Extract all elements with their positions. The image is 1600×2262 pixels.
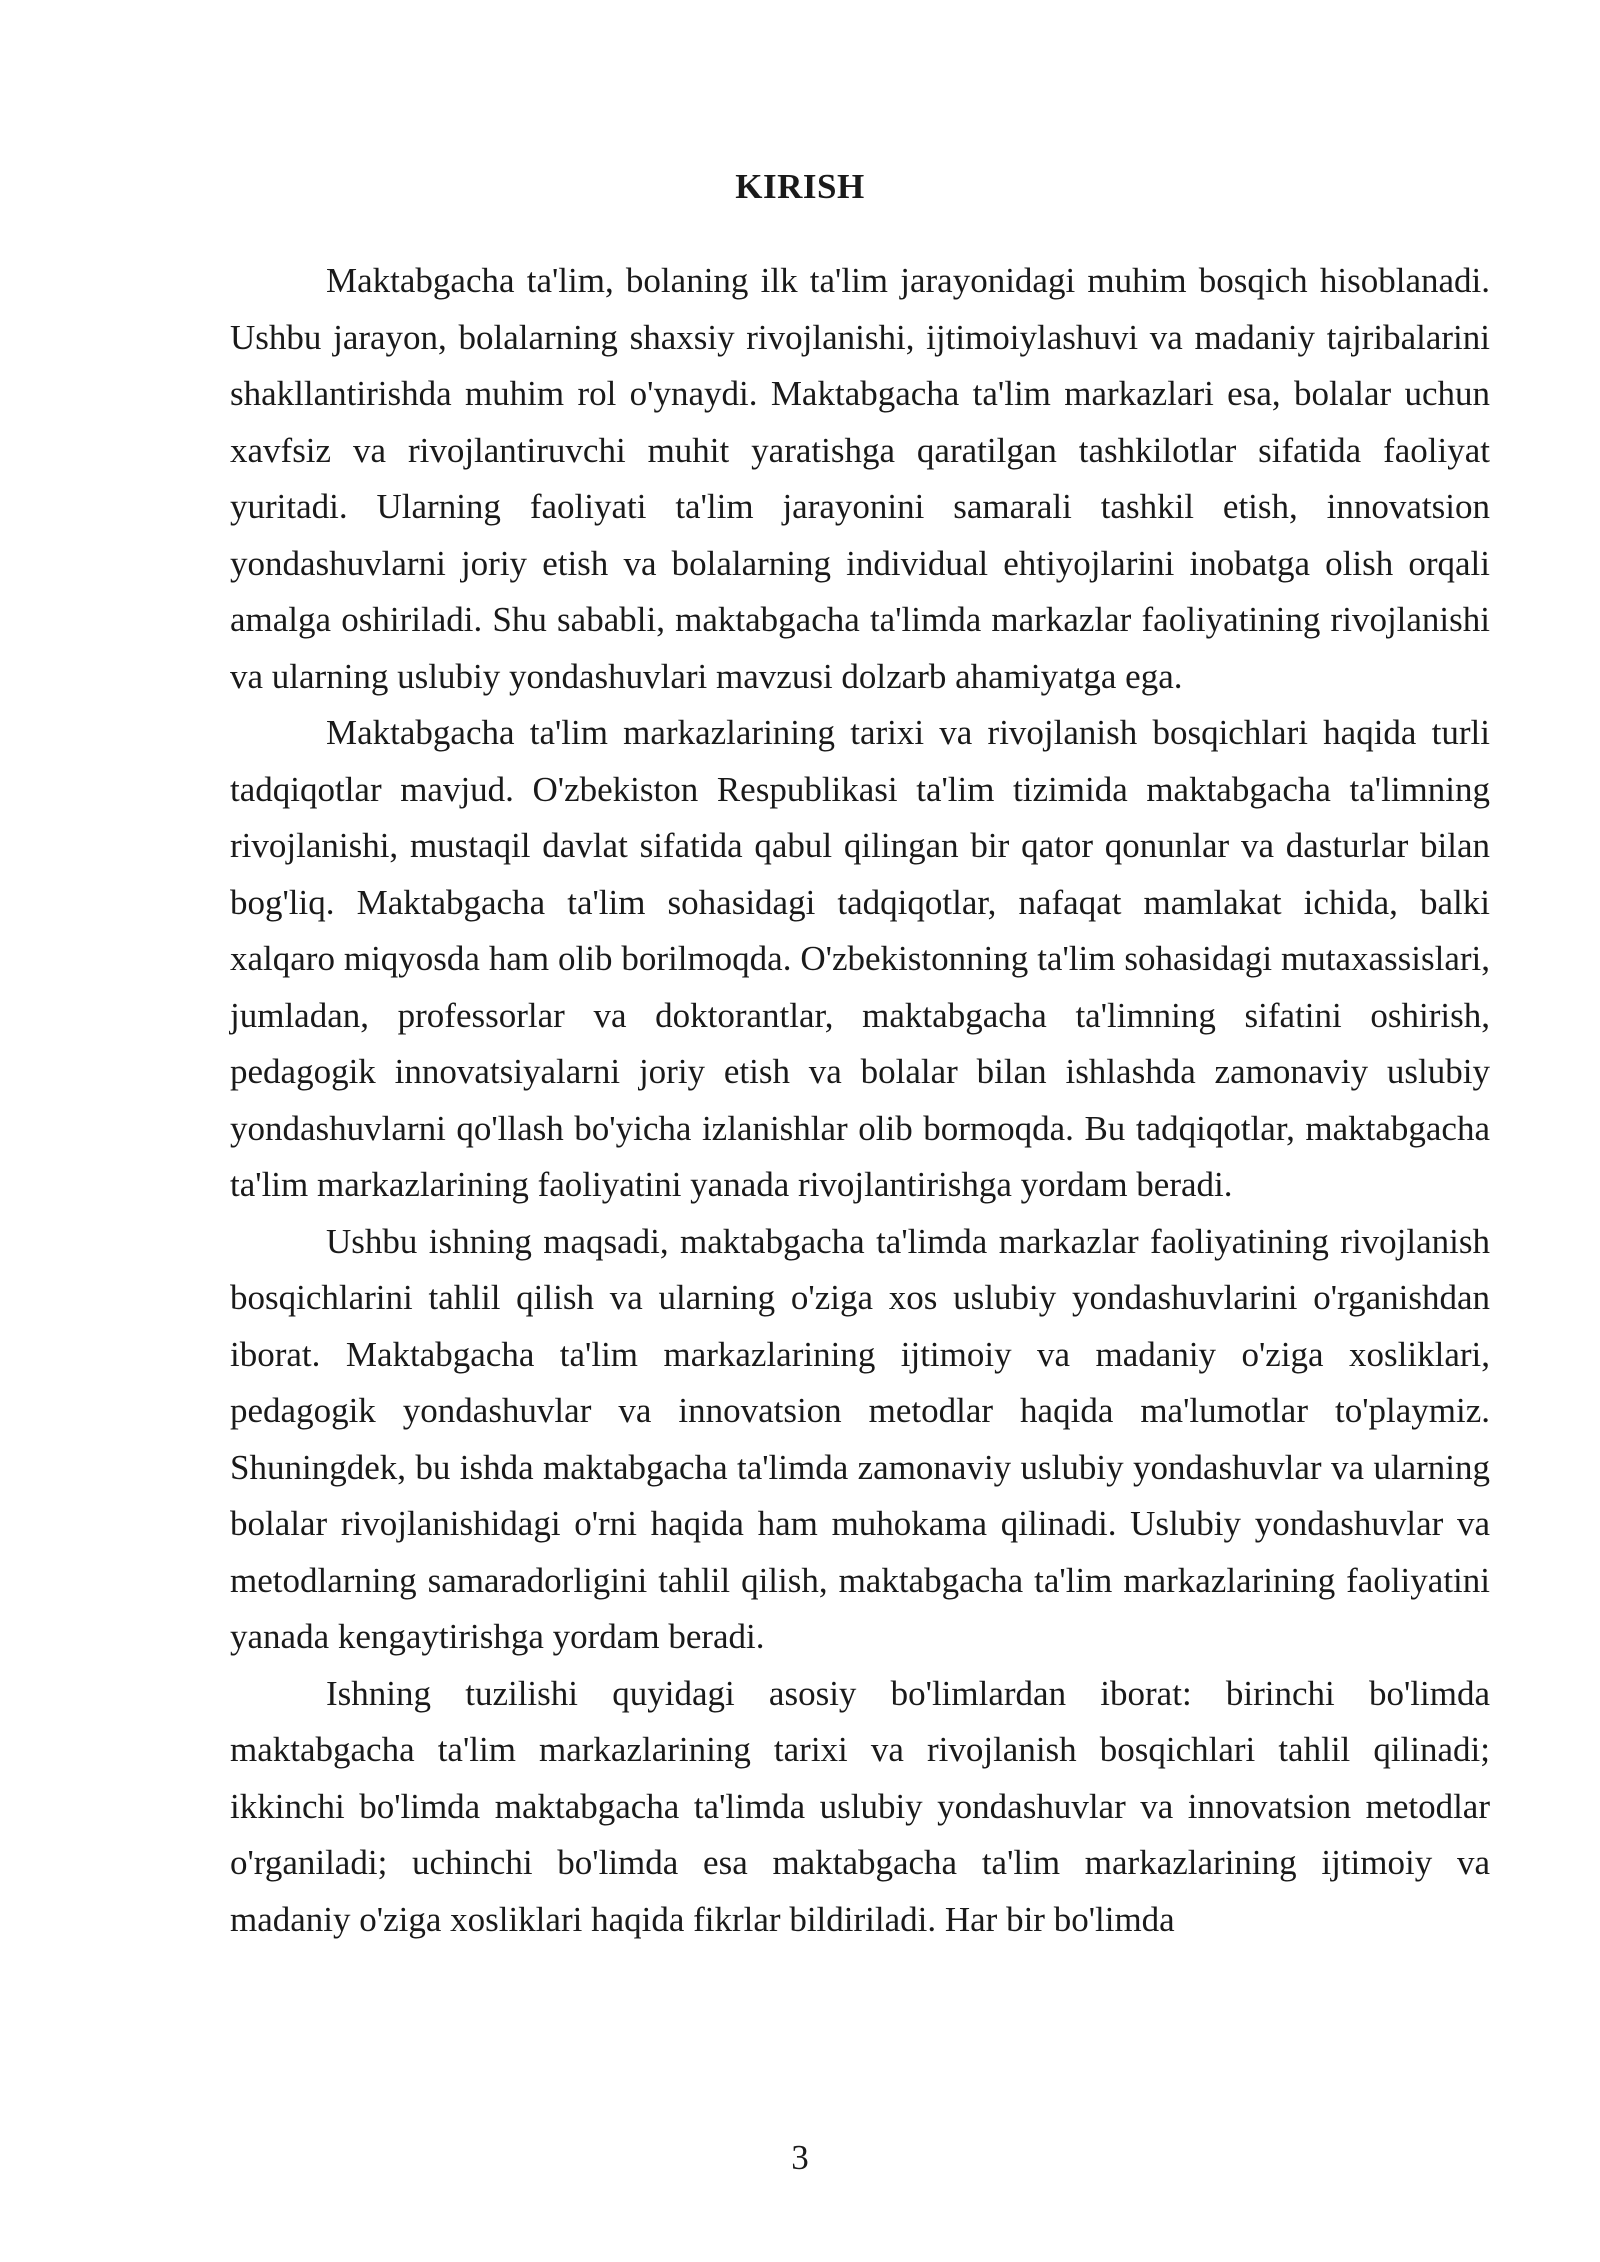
- page-number: 3: [791, 2138, 809, 2177]
- paragraph-2: Maktabgacha ta'lim markazlarining tarixi va rivojlanish bosqichlari haqida turli tadqiqotlar mavjud. O'zbekiston Respublikasi ta'lim tizimida maktabgacha ta'limning rivojlanishi, mustaqil davlat sifatida qabul qilingan bir qator qonunlar va dasturlar bilan bog'liq. Maktabgacha ta'lim sohasidagi tadqiqotlar, nafaqat mamlakat ichida, balki xalqaro miqyosda ham olib borilmoqda. O'zbekistonning ta'lim sohasidagi mutaxassislari, jumladan, professorlar va doktorantlar, maktabgacha ta'limning sifatini oshirish, pedagogik innovatsiyalarni joriy etish va bolalar bilan ishlashda zamonaviy uslubiy yondashuvlarni qo'llash bo'yicha izlanishlar olib bormoqda. Bu tadqiqotlar, maktabgacha ta'lim markazlarining faoliyatini yanada rivojlantirishga yordam beradi.: [230, 713, 1490, 1204]
- paragraph-4: Ishning tuzilishi quyidagi asosiy bo'limlardan iborat: birinchi bo'limda maktabgacha ta'lim markazlarining tarixi va rivojlanish bosqichlari tahlil qilinadi; ikkinchi bo'limda maktabgacha ta'limda uslubiy yondashuvlar va innovatsion metodlar o'rganiladi; uchinchi bo'limda esa maktabgacha ta'lim markazlarining ijtimoiy va madaniy o'ziga xosliklari haqida fikrlar bildiriladi. Har bir bo'limda: [230, 1673, 1490, 1939]
- body-text: [230, 253, 1490, 1948]
- section-heading: KIRISH: [735, 167, 865, 206]
- paragraph-1: Maktabgacha ta'lim, bolaning ilk ta'lim jarayonidagi muhim bosqich hisoblanadi. Ushbu jarayon, bolalarning shaxsiy rivojlanishi, ijtimoiylashuvi va madaniy tajribalarini shakllantirishda muhim rol o'ynaydi. Maktabgacha ta'lim markazlari esa, bolalar uchun xavfsiz va rivojlantiruvchi muhit yaratishga qaratilgan tashkilotlar sifatida faoliyat yuritadi. Ularning faoliyati ta'lim jarayonini samarali tashkil etish, innovatsion yondashuvlarni joriy etish va bolalarning individual ehtiyojlarini inobatga olish orqali amalga oshiriladi. Shu sababli, maktabgacha ta'limda markazlar faoliyatining rivojlanishi va ularning uslubiy yondashuvlari mavzusi dolzarb ahamiyatga ega.: [230, 261, 1490, 696]
- paragraph-3: Ushbu ishning maqsadi, maktabgacha ta'limda markazlar faoliyatining rivojlanish bosqichlarini tahlil qilish va ularning o'ziga xos uslubiy yondashuvlarini o'rganishdan iborat. Maktabgacha ta'lim markazlarining ijtimoiy va madaniy o'ziga xosliklari, pedagogik yondashuvlar va innovatsion metodlar haqida ma'lumotlar to'playmiz. Shuningdek, bu ishda maktabgacha ta'limda zamonaviy uslubiy yondashuvlar va ularning bolalar rivojlanishidagi o'rni haqida ham muhokama qilinadi. Uslubiy yondashuvlar va metodlarning samaradorligini tahlil qilish, maktabgacha ta'lim markazlarining faoliyatini yanada kengaytirishga yordam beradi.: [230, 1221, 1490, 1656]
